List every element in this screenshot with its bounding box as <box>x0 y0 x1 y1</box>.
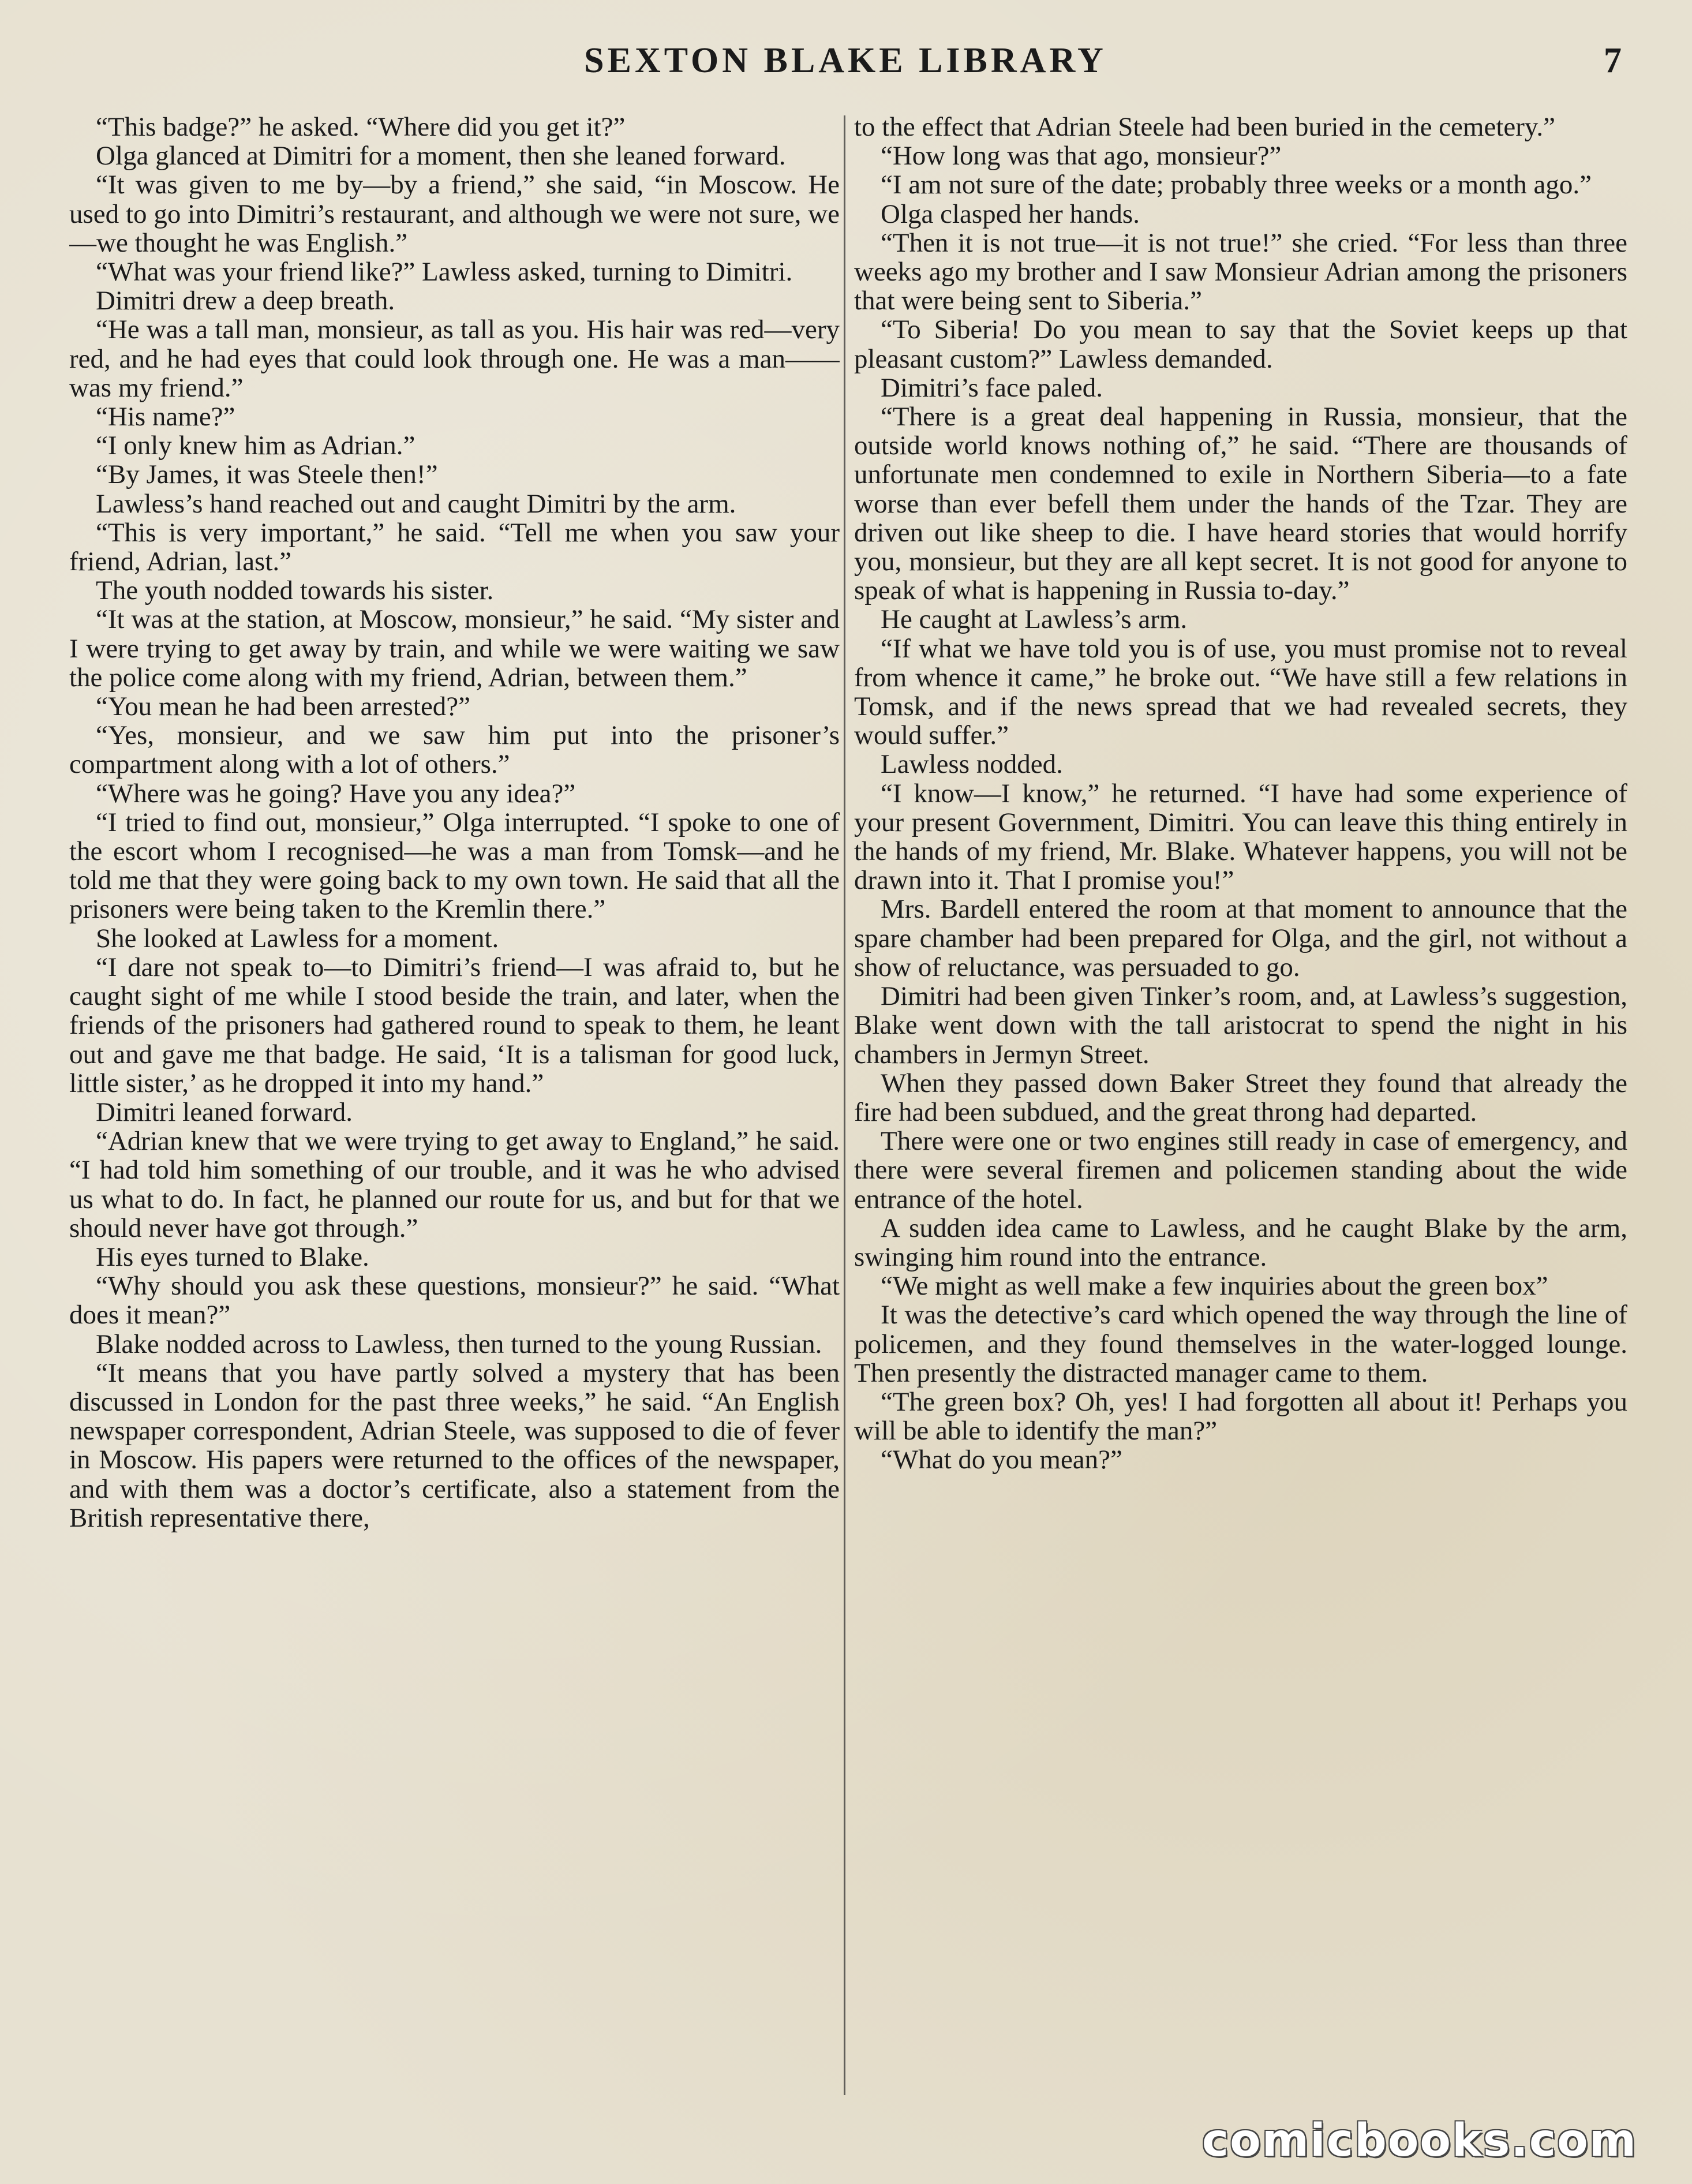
left-text-column <box>69 113 840 2121</box>
paragraph: Dimitri’s face paled. <box>881 372 1103 403</box>
paragraph: “I tried to find out, monsieur,” Olga interrupted. “I spoke to one of the escort whom I recognised—he was a man from Tomsk—and he told me that they were going back to my own town. He said that all the prisoners were being taken to the Kremlin there.” <box>69 807 840 925</box>
paragraph: “It means that you have partly solved a mystery that has been discussed in London for the past three weeks,” he said. “An English newspaper correspondent, Adrian Steele, was supposed to die of fever in Moscow. His papers were returned to the offices of the newspaper, and with them was a doctor’s certificate, also a statement from the British representative there, <box>69 1357 840 1533</box>
paragraph: “By James, it was Steele then!” <box>96 459 438 490</box>
paragraph: Dimitri had been given Tinker’s room, and, at Lawless’s suggestion, Blake went down with the tall aristocrat to spend the night in his chambers in Jermyn Street. <box>854 981 1627 1069</box>
paragraph: “Why should you ask these questions, monsieur?” he said. “What does it mean?” <box>69 1271 840 1330</box>
paragraph: His eyes turned to Blake. <box>96 1241 369 1272</box>
paragraph: He caught at Lawless’s arm. <box>881 604 1188 635</box>
paragraph: “This is very important,” he said. “Tell me when you saw your friend, Adrian, last.” <box>69 517 840 577</box>
paragraph: “I know—I know,” he returned. “I have had some experience of your present Government, Dimitri. You can leave this thing entirely in the hands of my friend, Mr. Blake. Whatever happens, you will not be drawn into it. That I promise you!” <box>854 778 1627 896</box>
paragraph: “What do you mean?” <box>881 1445 1122 1475</box>
paragraph: “What was your friend like?” Lawless asked, turning to Dimitri. <box>96 257 793 287</box>
paragraph: “Then it is not true—it is not true!” she cried. “For less than three weeks ago my brother and I saw Monsieur Adrian among the prisoners that were being sent to Siberia.” <box>854 227 1627 316</box>
paragraph: When they passed down Baker Street they found that already the fire had been subdued, and the great throng had departed. <box>854 1068 1627 1127</box>
paragraph: Lawless nodded. <box>881 749 1063 780</box>
paragraph: Blake nodded across to Lawless, then turned to the young Russian. <box>96 1329 822 1359</box>
paragraph: “I dare not speak to—to Dimitri’s friend—I was afraid to, but he caught sight of me while I stood beside the train, and later, when the friends of the prisoners had gathered round to speak to them, he leant out and gave me that badge. He said, ‘It is a talisman for good luck, little sister,’ as he dropped it into my hand.” <box>69 952 840 1098</box>
paragraph: “This badge?” he asked. “Where did you get it?” <box>96 113 626 142</box>
paragraph: She looked at Lawless for a moment. <box>96 923 499 953</box>
paragraph: Olga glanced at Dimitri for a moment, then she leaned forward. <box>96 141 786 171</box>
paragraph: “It was given to me by—by a friend,” she said, “in Moscow. He used to go into Dimitri’s restaurant, and although we were not sure, we—we thought he was English.” <box>69 170 840 258</box>
paragraph: “His name?” <box>96 402 235 432</box>
watermark: comicbooks.com <box>1201 2115 1637 2167</box>
paragraph: “Yes, monsieur, and we saw him put into the prisoner’s compartment along with a lot of others.” <box>69 720 840 780</box>
paragraph: “It was at the station, at Moscow, monsieur,” he said. “My sister and I were trying to get away by train, and while we were waiting we saw the police come along with my friend, Adrian, between them.” <box>69 604 840 693</box>
paragraph: “The green box? Oh, yes! I had forgotten all about it! Perhaps you will be able to identify the man?” <box>854 1386 1627 1446</box>
paragraph: “Adrian knew that we were trying to get away to England,” he said. “I had told him something of our trouble, and it was he who advised us what to do. In fact, he planned our route for us, and but for that we should never have got through.” <box>69 1126 840 1243</box>
paragraph: Olga clasped her hands. <box>881 199 1140 229</box>
paragraph: There were one or two engines still ready in case of emergency, and there were several firemen and policemen standing about the wide entrance of the hotel. <box>854 1126 1627 1214</box>
paragraph: Dimitri drew a deep breath. <box>96 286 395 316</box>
paragraph: “We might as well make a few inquiries about the green box” <box>881 1271 1548 1302</box>
paragraph: “Where was he going? Have you any idea?” <box>96 778 576 809</box>
paragraph: It was the detective’s card which opened the way through the line of policemen, and they found themselves in the water-logged lounge. Then presently the distracted manager came to them. <box>854 1300 1627 1388</box>
paragraph: “He was a tall man, monsieur, as tall as you. His hair was red—very red, and he had eyes that could look through one. He was a man——was my friend.” <box>69 315 840 403</box>
paragraph: A sudden idea came to Lawless, and he caught Blake by the arm, swinging him round into the entrance. <box>854 1213 1627 1272</box>
right-text-column <box>854 113 1627 2121</box>
paragraph: “How long was that ago, monsieur?” <box>881 141 1282 171</box>
paragraph: Mrs. Bardell entered the room at that moment to announce that the spare chamber had been prepared for Olga, and the girl, not without a show of reluctance, was persuaded to go. <box>854 894 1627 982</box>
running-title: SEXTON BLAKE LIBRARY <box>584 41 1107 80</box>
paragraph: “I only knew him as Adrian.” <box>96 431 415 461</box>
paragraph: “You mean he had been arrested?” <box>96 691 471 722</box>
page-number: 7 <box>1604 41 1622 80</box>
paragraph: “To Siberia! Do you mean to say that the Soviet keeps up that pleasant custom?” Lawless demanded. <box>854 315 1627 374</box>
page-header <box>46 35 1645 98</box>
paragraph: “I am not sure of the date; probably three weeks or a month ago.” <box>881 170 1592 200</box>
paragraph: Lawless’s hand reached out and caught Dimitri by the arm. <box>96 488 736 519</box>
paragraph-continuation: to the effect that Adrian Steele had been buried in the cemetery.” <box>854 113 1555 142</box>
paragraph: Dimitri leaned forward. <box>96 1097 353 1127</box>
paragraph: “There is a great deal happening in Russia, monsieur, that the outside world knows nothing of,” he said. “There are thousands of unfortunate men condemned to exile in Northern Siberia—to a fate worse than ever befell them under the hands of the Tzar. They are driven out like sheep to die. I have heard stories that would horrify you, monsieur, but they are all kept secret. It is not good for anyone to speak of what is happening in Russia to-day.” <box>854 402 1627 606</box>
paragraph: “If what we have told you is of use, you must promise not to reveal from whence it came,” he broke out. “We have still a few relations in Tomsk, and if the news spread that we had revealed secrets, they would suffer.” <box>854 633 1627 751</box>
column-divider <box>844 115 845 2095</box>
paragraph: The youth nodded towards his sister. <box>96 575 494 606</box>
